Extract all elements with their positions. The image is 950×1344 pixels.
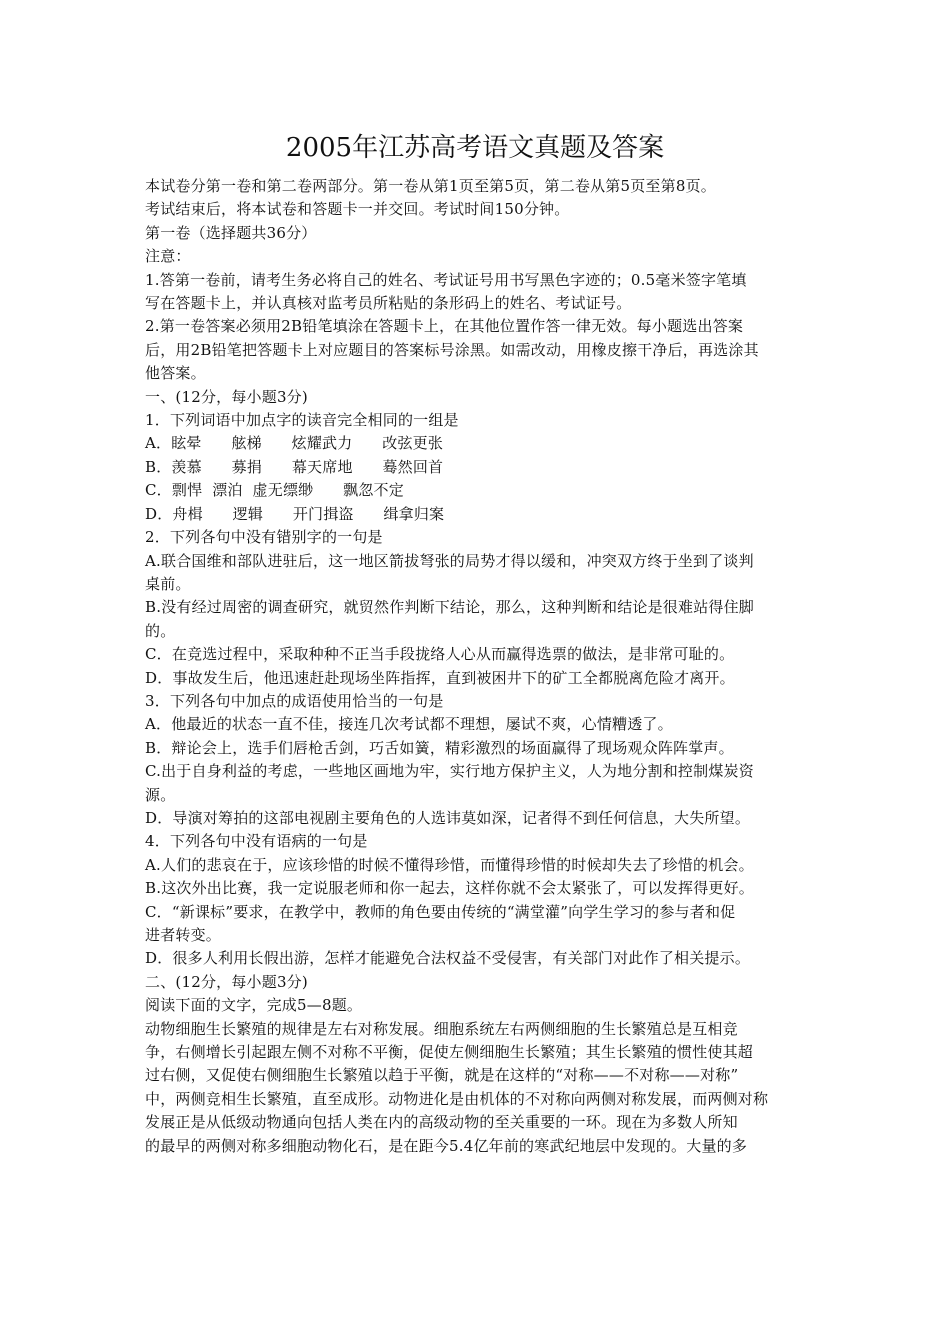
- passage-line: 中，两侧竞相生长繁殖，直至成形。动物进化是由机体的不对称向两侧对称发展，而两侧对称: [145, 1089, 769, 1108]
- text-line: 本试卷分第一卷和第二卷两部分。第一卷从第1页至第5页，第二卷从第5页至第8页。: [145, 177, 716, 195]
- answer-option: C.出于自身利益的考虑，一些地区画地为牢，实行地方保护主义，人为地分割和控制煤炭资: [145, 762, 754, 781]
- answer-option: D．事故发生后，他迅速赶赴现场坐阵指挥，直到被困井下的矿工全都脱离危险才离开。: [145, 668, 735, 687]
- text-line: 他答案。: [145, 364, 206, 383]
- answer-option: A．眩晕 舷梯 炫耀武力 改弦更张: [145, 434, 444, 453]
- answer-option: C．“新课标”要求，在教学中，教师的角色要由传统的“满堂灌”向学生学习的参与者和促: [145, 902, 736, 921]
- document-title: 2005年江苏高考语文真题及答案: [285, 133, 665, 163]
- answer-option: D．舟楫 逻辑 开门揖盗 缉拿归案: [145, 504, 445, 523]
- passage-line: 发展正是从低级动物通向包括人类在内的高级动物的至关重要的一环。现在为多数人所知: [145, 1113, 738, 1132]
- text-line: 注意：: [145, 247, 191, 266]
- passage-line: 的最早的两侧对称多细胞动物化石，是在距今5.4亿年前的寒武纪地层中发现的。大量的多: [145, 1136, 748, 1155]
- answer-option: 进者转变。: [145, 926, 222, 944]
- text-line: 后，用2B铅笔把答题卡上对应题目的答案标号涂黑。如需改动，用橡皮擦干净后，再选涂其: [145, 340, 759, 359]
- section-heading: 第一卷（选择题共36分）: [145, 223, 317, 242]
- answer-option: 的。: [145, 621, 176, 640]
- question-stem: 3．下列各句中加点的成语使用恰当的一句是: [145, 691, 444, 710]
- answer-option: B．辩论会上，选手们唇枪舌剑，巧舌如簧，精彩激烈的场面赢得了现场观众阵阵掌声。: [145, 738, 734, 757]
- question-stem: 1．下列词语中加点字的读音完全相同的一组是: [145, 411, 459, 430]
- passage-line: 过右侧，又促使右侧细胞生长繁殖以趋于平衡，就是在这样的“对称——不对称——对称”: [145, 1066, 739, 1085]
- question-stem: 4．下列各句中没有语病的一句是: [145, 832, 368, 851]
- question-stem: 2．下列各句中没有错别字的一句是: [145, 528, 383, 547]
- answer-option: B.没有经过周密的调查研究，就贸然作判断下结论，那么，这种判断和结论是很难站得住脚: [145, 598, 754, 617]
- answer-option: 桌前。: [145, 574, 191, 593]
- answer-option: B.这次外出比赛，我一定说服老师和你一起去，这样你就不会太紧张了，可以发挥得更好。: [145, 879, 754, 898]
- answer-option: D．导演对筹拍的这部电视剧主要角色的人选讳莫如深，记者得不到任何信息，大失所望。: [145, 808, 751, 827]
- answer-option: C．剽悍 漂泊 虚无缥缈 飘忽不定: [145, 481, 404, 500]
- section-heading: 一、(12分，每小题3分): [145, 387, 308, 406]
- text-line: 写在答题卡上，并认真核对监考员所粘贴的条形码上的姓名、考试证号。: [145, 294, 632, 313]
- answer-option: C．在竞选过程中，采取种种不正当手段拢络人心从而赢得选票的做法，是非常可耻的。: [145, 645, 735, 664]
- text-line: 考试结束后，将本试卷和答题卡一并交回。考试时间150分钟。: [145, 200, 570, 219]
- passage-line: 动物细胞生长繁殖的规律是左右对称发展。细胞系统左右两侧细胞的生长繁殖总是互相竞: [145, 1019, 738, 1038]
- passage-line: 争，右侧增长引起跟左侧不对称不平衡，促使左侧细胞生长繁殖；其生长繁殖的惯性使其超: [145, 1043, 754, 1062]
- answer-option: A.人们的悲哀在于，应该珍惜的时候不懂得珍惜，而懂得珍惜的时候却失去了珍惜的机会。: [145, 855, 754, 874]
- text-line: 阅读下面的文字，完成5—8题。: [145, 996, 363, 1015]
- answer-option: A．他最近的状态一直不佳，接连几次考试都不理想，屡试不爽，心情糟透了。: [145, 715, 673, 734]
- document-body: [145, 175, 813, 1158]
- text-line: 2.第一卷答案必须用2B铅笔填涂在答题卡上，在其他位置作答一律无效。每小题选出答案: [145, 317, 744, 336]
- answer-option: A.联合国维和部队进驻后，这一地区箭拔弩张的局势才得以缓和，冲突双方终于坐到了谈判: [145, 551, 754, 570]
- answer-option: D．很多人利用长假出游，怎样才能避免合法权益不受侵害，有关部门对此作了相关提示。: [145, 949, 751, 968]
- answer-option: B．羡慕 募捐 幕天席地 蓦然回首: [145, 457, 444, 476]
- section-heading: 二、(12分，每小题3分): [145, 972, 308, 991]
- answer-option: 源。: [145, 785, 176, 804]
- text-line: 1.答第一卷前，请考生务必将自己的姓名、考试证号用书写黑色字迹的；0.5毫米签字笔填: [145, 270, 747, 289]
